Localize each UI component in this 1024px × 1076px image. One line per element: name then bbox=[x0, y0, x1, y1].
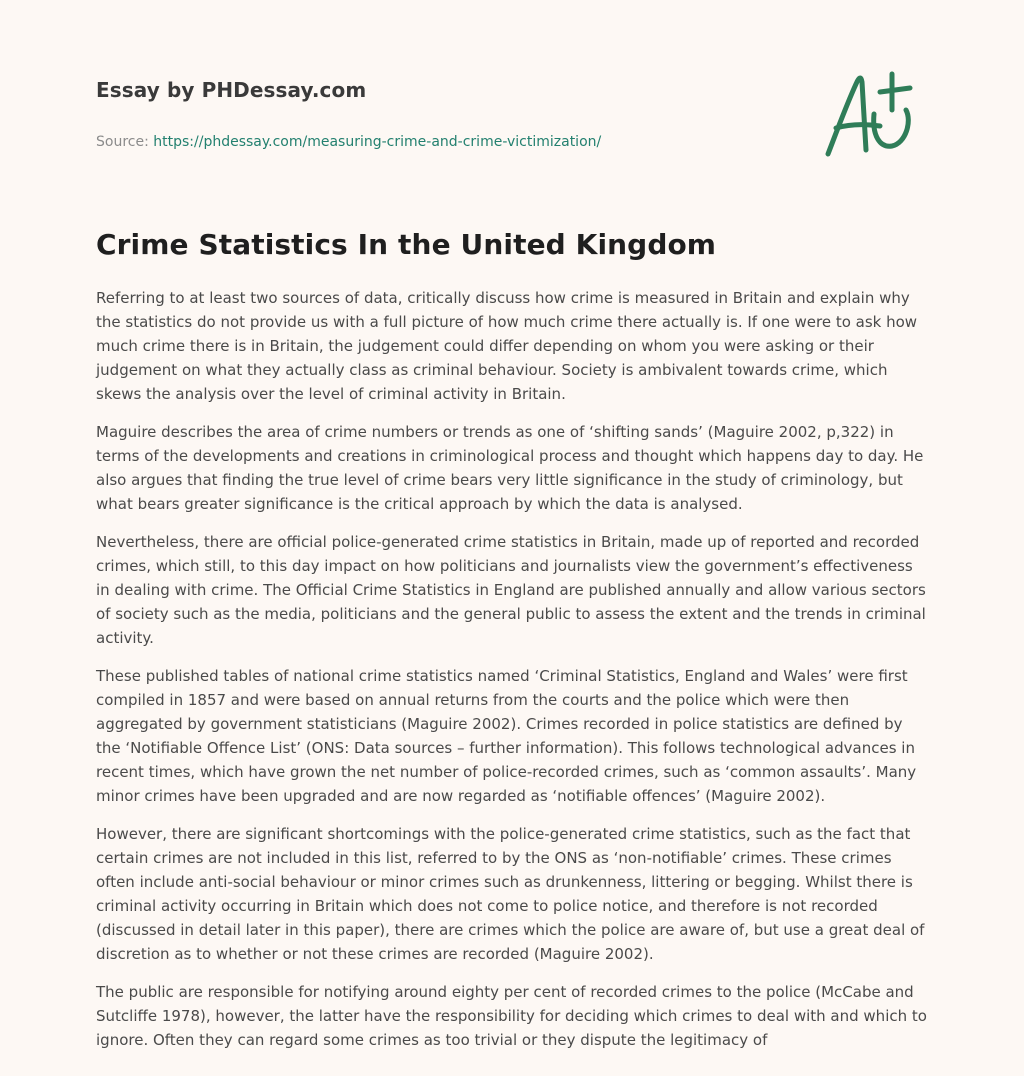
source-label: Source: bbox=[96, 134, 149, 150]
a-plus-logo-icon bbox=[822, 66, 926, 166]
article-body bbox=[96, 286, 928, 1066]
article-paragraph: Referring to at least two sources of data, critically discuss how crime is measured in Britain and explain why the statistics do not provide us with a full picture of how much crime there actually is. If one were to ask how much crime there is in Britain, the judgement could differ depending on whom you were asking or their judgement on what they actually class as criminal behaviour. Society is ambivalent towards crime, which skews the analysis over the level of criminal activity in Britain. bbox=[96, 289, 918, 403]
site-brand: Essay by PHDessay.com bbox=[96, 78, 367, 102]
source-link[interactable]: https://phdessay.com/measuring-crime-and-crime-victimization/ bbox=[153, 134, 602, 150]
source-line bbox=[96, 132, 928, 152]
article-paragraph: These published tables of national crime statistics named ‘Criminal Statistics, England and Wales’ were first compiled in 1857 and were based on annual returns from the courts and the police which were then aggregated by government statisticians (Maguire 2002). Crimes recorded in police statistics are defined by the ‘Notifiable Offence List’ (ONS: Data sources – further information). This follows technological advances in recent times, which have grown the net number of police-recorded crimes, such as ‘common assaults’. Many minor crimes have been upgraded and are now regarded as ‘notifiable offences’ (Maguire 2002). bbox=[96, 667, 917, 805]
article-paragraph: The public are responsible for notifying around eighty per cent of recorded crimes to the police (McCabe and Sutcliffe 1978), however, the latter have the responsibility for deciding which crimes to deal with and which to ignore. Often they can regard some crimes as too trivial or they dispute the legitimacy of bbox=[96, 983, 927, 1049]
page-header bbox=[96, 76, 928, 152]
article-paragraph: Maguire describes the area of crime numbers or trends as one of ‘shifting sands’ (Maguire 2002, p,322) in terms of the developments and creations in criminological process and thought which happens day to day. He also argues that finding the true level of crime bears very little significance in the study of criminology, but what bears greater significance is the critical approach by which the data is analysed. bbox=[96, 423, 924, 513]
article-paragraph: Nevertheless, there are official police-generated crime statistics in Britain, made up of reported and recorded crimes, which still, to this day impact on how politicians and journalists view the government’s effectiveness in dealing with crime. The Official Crime Statistics in England are published annually and allow various sectors of society such as the media, politicians and the general public to assess the extent and the trends in criminal activity. bbox=[96, 533, 926, 647]
article-paragraph: However, there are significant shortcomings with the police-generated crime statistics, such as the fact that certain crimes are not included in this list, referred to by the ONS as ‘non-notifiable’ crimes. These crimes often include anti-social behaviour or minor crimes such as drunkenness, littering or begging. Whilst there is criminal activity occurring in Britain which does not come to police notice, and therefore is not recorded (discussed in detail later in this paper), there are crimes which the police are aware of, but use a great deal of discretion as to whether or not these crimes are recorded (Maguire 2002). bbox=[96, 825, 925, 963]
article-title: Crime Statistics In the United Kingdom bbox=[96, 228, 717, 261]
